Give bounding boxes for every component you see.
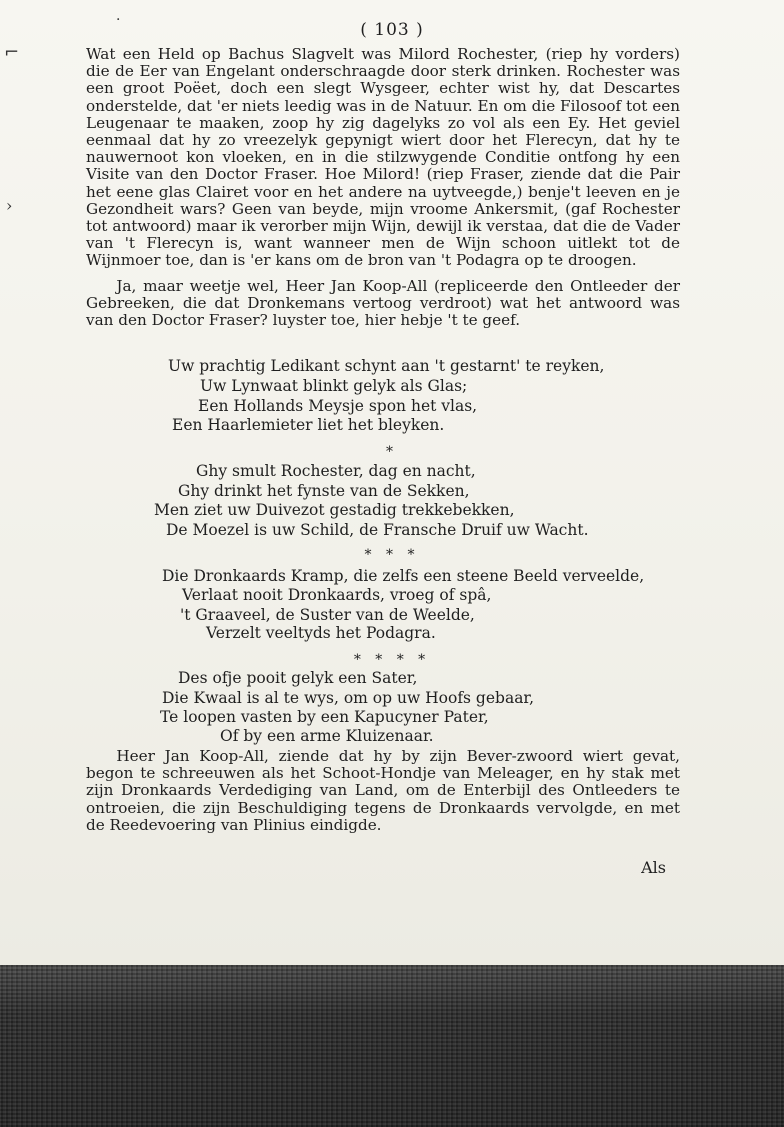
- verse-line: Uw Lynwaat blinkt gelyk als Glas;: [200, 377, 468, 395]
- scanner-background: [0, 965, 784, 1127]
- margin-mark: ›: [6, 196, 13, 215]
- ink-speck: ·: [116, 12, 121, 28]
- verse-line: Uw prachtig Ledikant schynt aan 't gestarnt' te reyken,: [168, 357, 605, 375]
- verse-line: De Moezel is uw Schild, de Fransche Druif uw Wacht.: [166, 521, 589, 539]
- verse-line: Te loopen vasten by een Kapucyner Pater,: [160, 708, 489, 726]
- page-number: ( 103 ): [360, 20, 424, 40]
- verse-line: Een Hollands Meysje spon het vlas,: [198, 397, 478, 415]
- verse-line: Men ziet uw Duivezot gestadig trekkebekken,: [154, 501, 515, 519]
- paragraph: [86, 748, 680, 834]
- verse-line: Ghy drinkt het fynste van de Sekken,: [178, 482, 470, 500]
- stanza-separator: *: [386, 444, 398, 460]
- paragraph-text: Ja, maar weetje wel, Heer Jan Koop-All (repliceerde den Ontleeder der Gebreeken, die dat Dronkemans vertoog verdroot) wat het antwoord was van den Doctor Fraser? luyster toe, hier hebje 't te geef.: [86, 277, 680, 330]
- verse-line: Een Haarlemieter liet het bleyken.: [172, 416, 445, 434]
- verse-line: Ghy smult Rochester, dag en nacht,: [196, 462, 476, 480]
- verse-line: Die Kwaal is al te wys, om op uw Hoofs gebaar,: [162, 689, 535, 707]
- paragraph-text: Heer Jan Koop-All, ziende dat hy by zijn Bever-zwoord wiert gevat, begon te schreeuwen als het Schoot-Hondje van Meleager, en hy stak met zijn Dronkaards Verdediging van Land, om de Enterbijl des Ontleeders te ontroeien, die zijn Beschuldiging tegens de Dronkaards vervolgde, en met de Reedevoering van Plinius eindigde.: [86, 747, 680, 834]
- margin-mark: ⌐: [4, 42, 20, 63]
- catchword: Als: [641, 858, 666, 877]
- verse-line: Of by een arme Kluizenaar.: [220, 727, 434, 745]
- verse-line: Des ofje pooit gelyk een Sater,: [178, 669, 418, 687]
- paragraph: [86, 46, 680, 270]
- stanza-separator: * * * *: [353, 652, 431, 668]
- stanza-separator: * * *: [364, 547, 420, 563]
- verse-line: Verzelt veeltyds het Podagra.: [206, 624, 436, 642]
- paragraph: [86, 278, 680, 330]
- verse-line: Die Dronkaards Kramp, die zelfs een steene Beeld verveelde,: [162, 567, 645, 585]
- paragraph-text: Wat een Held op Bachus Slagvelt was Milord Rochester, (riep hy vorders) die de Eer van Engelant onderschraagde door sterk drinken. Rochester was een groot Poëet, doch een slegt Wysgeer, echter wist hy, dat Descartes onderstelde, dat 'er niets leedig was in de Natuur. En om die Filosoof tot een Leugenaar te maaken, zoop hy zig dagelyks zo vol als een Ey. Het geviel eenmaal dat hy zo vreezelyk gepynigt wiert door het Flerecyn, dat hy te nauwernoot kon vloeken, en in die stilzwygende Conditie ontfong hy een Visite van den Doctor Fraser. Hoe Milord! (riep Fraser, ziende dat die Pair het eene glas Clairet voor en het andere na uytveegde,) benje't leeven en je Gezondheit wars? Geen van beyde, mijn vroome Ankersmit, (gaf Rochester tot antwoord) maar ik verorber mijn Wijn, dewijl ik verstaa, dat die de Vader van 't Flerecyn is, want wanneer men de Wijn schoon uitlekt tot de Wijnmoer toe, dan is 'er kans om de bron van 't Podagra op te droogen.: [86, 45, 680, 270]
- verse-line: 't Graaveel, de Suster van de Weelde,: [180, 606, 475, 624]
- verse-line: Verlaat nooit Dronkaards, vroeg of spâ,: [182, 586, 492, 604]
